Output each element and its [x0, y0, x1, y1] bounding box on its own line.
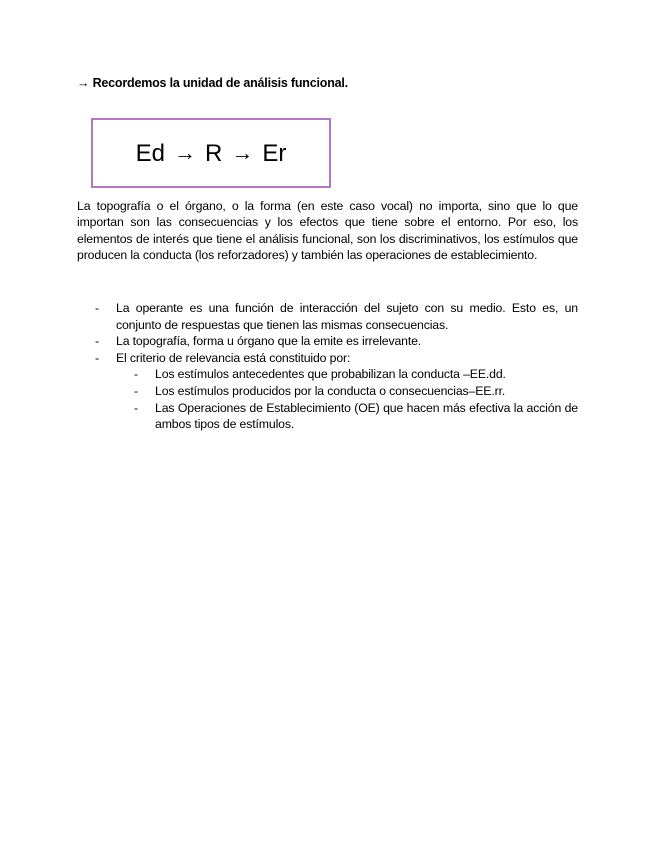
list-item-text: La topografía, forma u órgano que la emite es irrelevante.	[116, 334, 422, 349]
list-item-text: El criterio de relevancia está constituido por:	[116, 350, 351, 365]
list-bullet: -	[95, 301, 99, 315]
sub-list-item	[77, 366, 578, 383]
list-item	[77, 300, 578, 333]
list-item	[77, 350, 578, 367]
sub-list-bullet: -	[134, 367, 138, 382]
formula-arrow-icon: →	[174, 140, 196, 165]
list-item	[77, 333, 578, 350]
formula-term-er: Er	[262, 140, 287, 167]
list-item-text: La operante es una función de interacción del sujeto con su medio. Esto es, un conjunto de respuestas que tienen las mismas consecuencias.	[116, 301, 578, 332]
sub-list-item	[77, 383, 578, 400]
sub-list-bullet: -	[134, 383, 138, 398]
sub-list-item	[77, 400, 578, 433]
sub-list-bullet: -	[134, 400, 138, 415]
sub-list-item-text: Las Operaciones de Establecimiento (OE) que hacen más efectiva la acción de ambos tipos de estímulos.	[155, 400, 578, 432]
formula-arrow-icon: →	[231, 140, 254, 165]
sub-list-item-text: Los estímulos producidos por la conducta o consecuencias–EE.rr.	[155, 383, 506, 398]
formula-box	[91, 118, 331, 188]
formula	[93, 140, 329, 168]
bullet-list	[77, 300, 578, 433]
formula-term-r: R	[205, 140, 223, 167]
section-heading: → Recordemos la unidad de análisis funcional.	[77, 76, 348, 90]
sub-list-item-text: Los estímulos antecedentes que probabilizan la conducta –EE.dd.	[155, 367, 506, 382]
body-paragraph: La topografía o el órgano, o la forma (en este caso vocal) no importa, sino que lo que importan son las consecuencias y los efectos que tiene sobre el entorno. Por eso, los elementos de interés que tiene el análisis funcional, son los discriminativos, los estímulos que producen la conducta (los reforzadores) y también las operaciones de establecimiento.	[77, 199, 578, 263]
formula-term-ed: Ed	[135, 140, 165, 167]
list-bullet: -	[95, 350, 99, 365]
list-bullet: -	[95, 334, 99, 349]
